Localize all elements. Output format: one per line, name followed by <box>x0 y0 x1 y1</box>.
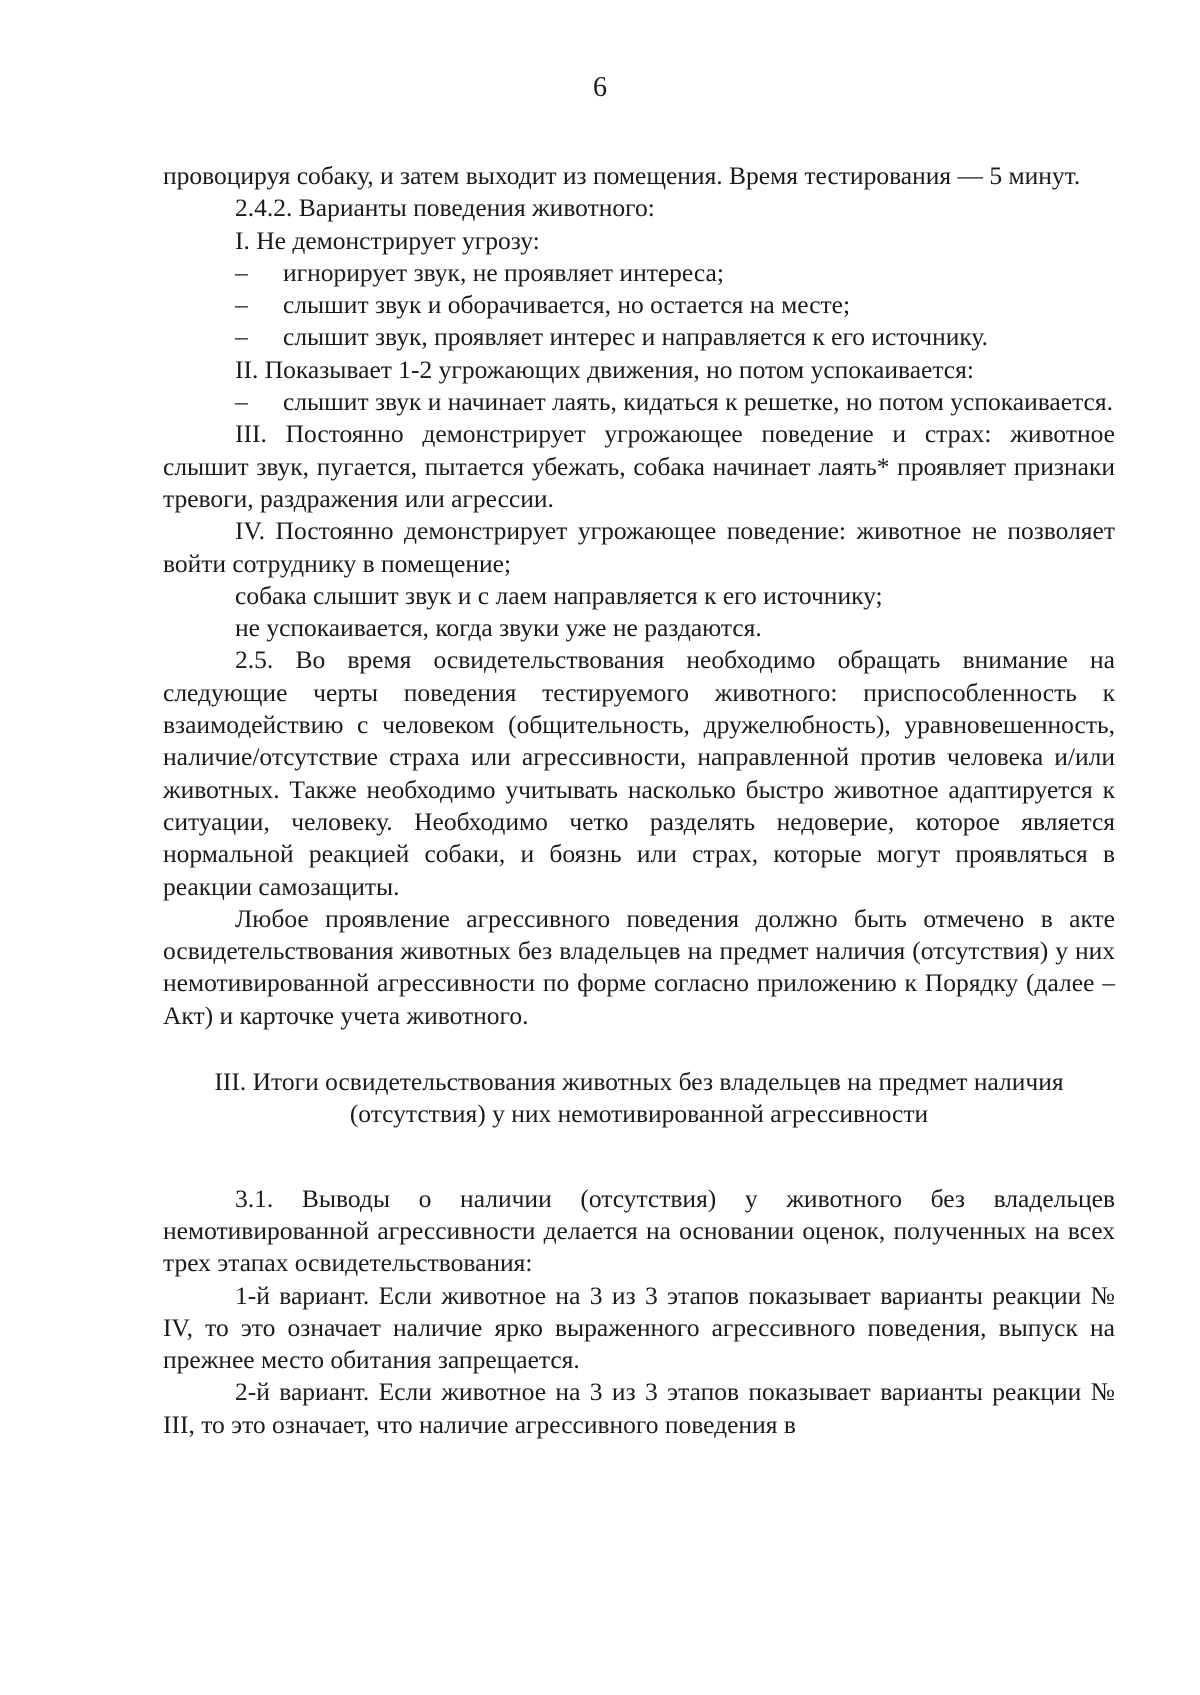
dash-bullet: – <box>235 257 248 287</box>
paragraph: Любое проявление агрессивного поведения должно быть отмечено в акте освидетельствования животных без владельцев на предмет наличия (отсутствия) у них немотивированной агрессивности по форме согласно приложению к Порядку (далее – Акт) и карточке учета животного. <box>163 903 1115 1030</box>
paragraph: 2.5. Во время освидетельствования необходимо обращать внимание на следующие черты поведения тестируемого животного: приспособленность к взаимодействию с человеком (общительность, дружелюбность), уравновешенность, наличие/отсутствие страха или агрессивности, направленной против человека и/или животных. Также необходимо учитывать насколько быстро животное адаптируется к ситуации, человеку. Необходимо четко разделять недоверие, которое является нормальной реакцией собаки, и боязнь или страх, которые могут проявляться в реакции самозащиты. <box>163 645 1115 901</box>
dash-bullet: – <box>235 322 248 352</box>
paragraph: 2-й вариант. Если животное на 3 из 3 этапов показывает варианты реакции № III, то это означает, что наличие агрессивного поведения в <box>163 1377 1115 1439</box>
paragraph: IV. Постоянно демонстрирует угрожающее поведение: животное не позволяет войти сотруднику в помещение; <box>163 516 1115 578</box>
document-body <box>163 160 1115 1441</box>
paragraph: 3.1. Выводы о наличии (отсутствия) у животного без владельцев немотивированной агрессивности делается на основании оценок, полученных на всех трех этапах освидетельствования: <box>163 1183 1115 1278</box>
list-item-text: слышит звук и оборачивается, но остается на месте; <box>283 290 851 320</box>
paragraph: 2.4.2. Варианты поведения животного: <box>235 193 655 223</box>
dash-bullet: – <box>235 290 248 320</box>
list-item-wrapped <box>163 386 1115 418</box>
list-item <box>163 257 1115 289</box>
paragraph: III. Постоянно демонстрирует угрожающее поведение и страх: животное слышит звук, пугается, пытается убежать, собака начинает лаять* проявляет признаки тревоги, раздражения или агрессии. <box>163 419 1115 513</box>
list-item-text: слышит звук и начинает лаять, кидаться к решетке, но потом успокаивается. <box>283 387 1113 417</box>
paragraph: не успокаивается, когда звуки уже не раздаются. <box>235 613 762 643</box>
list-item <box>163 321 1115 353</box>
list-item-text: слышит звук, проявляет интерес и направляется к его источнику. <box>283 322 988 352</box>
list-item-text: игнорирует звук, не проявляет интереса; <box>283 257 724 287</box>
paragraph: провоцируя собаку, и затем выходит из помещения. Время тестирования — 5 минут. <box>163 161 1081 190</box>
paragraph: 1-й вариант. Если животное на 3 из 3 этапов показывает варианты реакции № IV, то это означает наличие ярко выраженного агрессивного поведения, выпуск на прежнее место обитания запрещается. <box>163 1280 1115 1375</box>
paragraph: II. Показывает 1-2 угрожающих движения, но потом успокаивается: <box>235 354 974 384</box>
paragraph: I. Не демонстрирует угрозу: <box>235 225 540 255</box>
list-item <box>163 289 1115 321</box>
dash-bullet: – <box>235 387 248 417</box>
section-heading: III. Итоги освидетельствования животных без владельцев на предмет наличия (отсутствия) у них немотивированной агрессивности <box>214 1067 1064 1129</box>
page-number: 6 <box>593 72 607 103</box>
paragraph: собака слышит звук и с лаем направляется к его источнику; <box>235 580 883 610</box>
